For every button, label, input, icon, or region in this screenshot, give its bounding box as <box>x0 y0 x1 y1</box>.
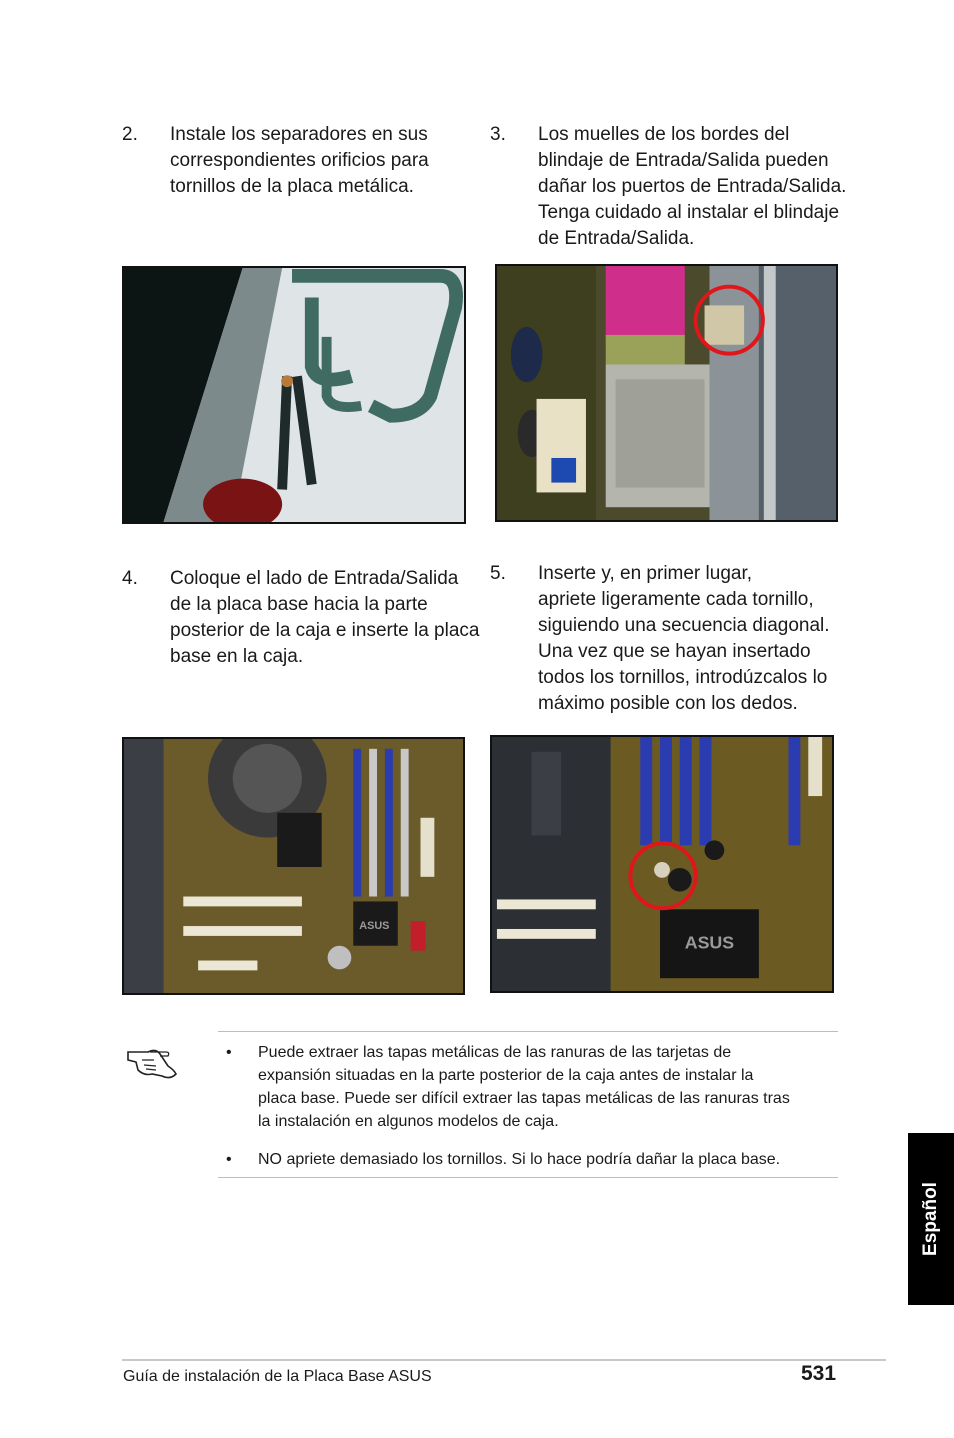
photo-logo: ASUS <box>359 920 390 933</box>
step-text: Coloque el lado de Entrada/Salida de la placa base hacia la parte posterior de la caja e inserte la placa base en la caja. <box>170 568 480 667</box>
bullet: • <box>226 1151 232 1168</box>
step-number: 3. <box>490 124 506 145</box>
footer-rule <box>122 1359 886 1361</box>
step-5-photo <box>490 735 834 993</box>
step-number: 4. <box>122 568 138 589</box>
note-text: Puede extraer las tapas metálicas de las ranuras de las tarjetas de expansión situadas en la parte posterior de la caja antes de instalar la placa base. Puede ser difícil extraer las tapas metálicas de las ranuras tras la instalación en algunos modelos de caja. <box>258 1044 790 1130</box>
step-number: 5. <box>490 563 506 584</box>
photo-logo: ASUS <box>684 932 735 953</box>
note-text: NO apriete demasiado los tornillos. Si lo hace podría dañar la placa base. <box>258 1151 781 1168</box>
footer-title: Guía de instalación de la Placa Base ASUS <box>123 1368 432 1385</box>
note-top-rule <box>218 1031 838 1032</box>
language-label: Español <box>920 1182 941 1256</box>
step-text: Los muelles de los bordes del blindaje de Entrada/Salida pueden dañar los puertos de Entrada/Salida. Tenga cuidado al instalar el blindaje de Entrada/Salida. <box>538 124 847 249</box>
step-text: Instale los separadores en sus correspondientes orificios para tornillos de la placa metálica. <box>170 124 429 197</box>
step-3-photo <box>495 264 838 522</box>
bullet: • <box>226 1044 232 1061</box>
language-side-tab <box>908 1133 954 1305</box>
step-2-photo <box>122 266 466 524</box>
step-text: Inserte y, en primer lugar, apriete ligeramente cada tornillo, siguiendo una secuencia diagonal. Una vez que se hayan insertado todos los tornillos, introdúzcalos lo máximo posible con los dedos. <box>538 563 830 714</box>
note-bottom-rule <box>218 1177 838 1178</box>
step-number: 2. <box>122 124 138 145</box>
page-number: 531 <box>801 1362 837 1385</box>
step-4-photo <box>122 737 465 995</box>
pointing-hand-icon <box>126 1040 180 1082</box>
